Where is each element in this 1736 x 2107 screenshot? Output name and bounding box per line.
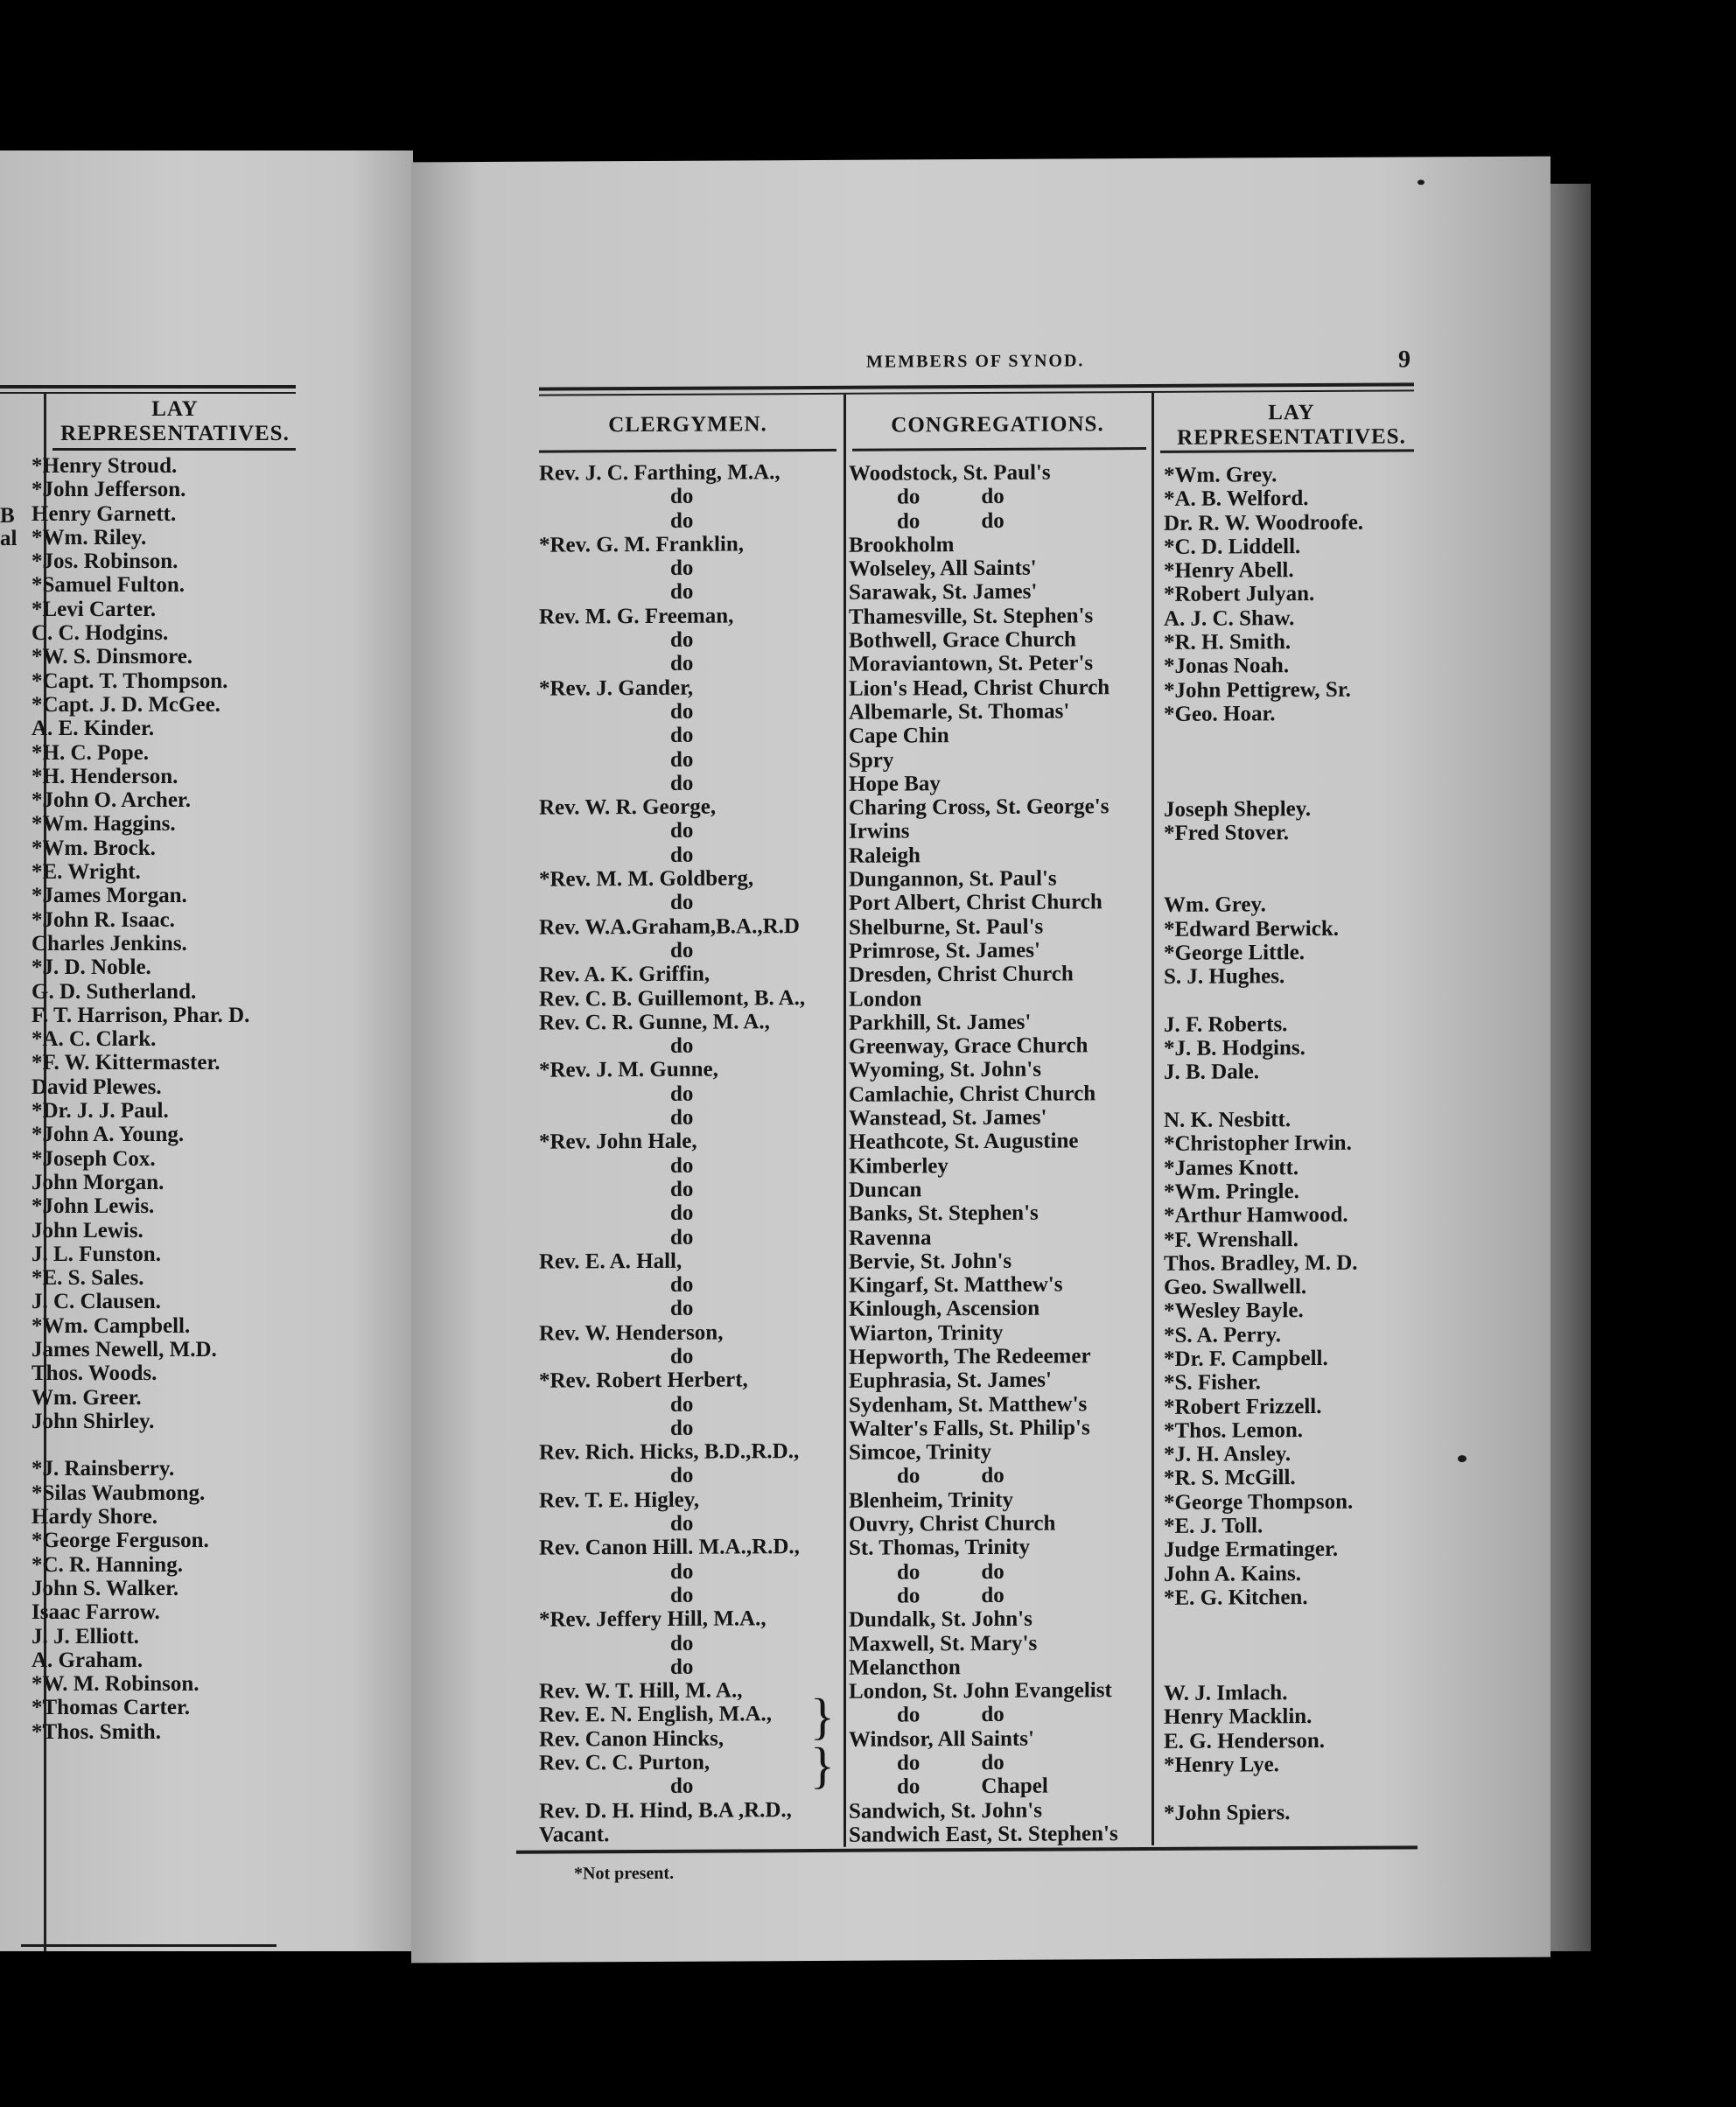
list-item: do — [670, 508, 694, 533]
list-item: *H. C. Pope. — [32, 740, 150, 765]
list-item: *Wm. Riley. — [32, 525, 147, 550]
list-item: Dungannon, St. Paul's — [849, 866, 1057, 892]
list-item: Dr. R. W. Woodroofe. — [1164, 510, 1364, 536]
list-item — [1164, 1776, 1363, 1801]
list-item: *Henry Abell. — [1164, 558, 1294, 584]
list-item: do — [670, 1583, 694, 1607]
list-item: London — [849, 986, 922, 1012]
list-item: *J. B. Hodgins. — [1164, 1036, 1306, 1061]
list-item: S. J. Hughes. — [1164, 964, 1285, 990]
list-item — [1164, 1083, 1363, 1108]
list-item: Banks, St. Stephen's — [849, 1200, 1039, 1226]
list-item: Walter's Falls, St. Philip's — [849, 1416, 1090, 1441]
list-item: Thos. Bradley, M. D. — [1164, 1250, 1358, 1276]
list-item: *Edward Berwick. — [1164, 916, 1339, 942]
list-item: *George Ferguson. — [32, 1529, 209, 1553]
list-item: Rev. A. K. Griffin, — [539, 962, 710, 987]
clergymen-header: CLERGYMEN. — [608, 412, 767, 438]
list-item: Kimberley — [849, 1153, 948, 1179]
list-item: *W. M. Robinson. — [32, 1672, 200, 1697]
list-item: Charles Jenkins. — [32, 931, 187, 956]
ditto-mark: do — [981, 1464, 1004, 1488]
list-item: *J. Rainsberry. — [32, 1457, 175, 1481]
list-item — [849, 1750, 1118, 1775]
list-item: G. D. Sutherland. — [32, 979, 197, 1004]
list-item: Hardy Shore. — [32, 1505, 158, 1530]
list-item: *John Pettigrew, Sr. — [1164, 677, 1351, 703]
list-item: do — [670, 1344, 694, 1368]
list-item: C. C. Hodgins. — [32, 621, 169, 646]
list-item: A. E. Kinder. — [32, 717, 155, 741]
list-item: Wm. Grey. — [1164, 892, 1266, 918]
list-item: St. Thomas, Trinity — [849, 1536, 1030, 1561]
list-item: do — [670, 652, 694, 676]
left-lay-representatives-list — [32, 454, 249, 1744]
list-item: *Rev. J. M. Gunne, — [539, 1057, 718, 1083]
list-item: Isaac Farrow. — [32, 1600, 160, 1625]
list-item: Wiarton, Trinity — [849, 1320, 1004, 1346]
list-item: *John Spiers. — [1164, 1800, 1291, 1825]
list-item: do — [670, 891, 694, 915]
list-item: Primrose, St. James' — [849, 938, 1040, 963]
list-item: Raleigh — [849, 844, 920, 868]
list-item: Rev. W. Henderson, — [539, 1320, 724, 1346]
list-item: do — [670, 938, 694, 962]
list-item: do — [670, 1559, 694, 1584]
list-item: Rev. C. B. Guillemont, B. A., — [539, 985, 806, 1012]
list-item: *John O. Archer. — [32, 788, 191, 813]
right-lay-header-rule — [1160, 449, 1414, 453]
list-item: *Fred Stover. — [1164, 821, 1290, 846]
list-item: Wolseley, All Saints' — [849, 556, 1037, 581]
ditto-mark: do — [981, 1559, 1004, 1584]
right-lay-representatives-list — [1164, 463, 1363, 1825]
list-item: Bothwell, Grace Church — [849, 627, 1076, 653]
list-item: Dundalk, St. John's — [849, 1606, 1032, 1633]
list-item — [849, 1559, 1118, 1585]
list-item — [1164, 1657, 1363, 1682]
list-item: do — [670, 1774, 694, 1799]
list-item: *Rev. G. M. Franklin, — [539, 532, 745, 557]
ink-speck — [1458, 1455, 1466, 1462]
list-item: Camlachie, Christ Church — [849, 1082, 1096, 1107]
list-item: John Lewis. — [32, 1218, 144, 1242]
list-item: *Levi Carter. — [32, 597, 157, 621]
list-item: do — [670, 819, 694, 844]
list-item: Euphrasia, St. James' — [849, 1368, 1052, 1394]
list-item: Charing Cross, St. George's — [849, 794, 1110, 820]
list-item: *E. Wright. — [32, 860, 141, 885]
list-item — [1164, 988, 1363, 1012]
list-item: do — [670, 699, 694, 724]
list-item — [1164, 1633, 1363, 1657]
list-item: *Wm. Brock. — [32, 836, 156, 860]
list-item: Parkhill, St. James' — [849, 1010, 1032, 1035]
list-item: *Silas Waubmong. — [32, 1480, 206, 1505]
list-item: *Rev. Jeffery Hill, M.A., — [539, 1606, 766, 1632]
list-item: Windsor, All Saints' — [849, 1726, 1034, 1752]
list-item: James Newell, M.D. — [32, 1337, 217, 1362]
list-item: Rev. M. G. Freeman, — [539, 604, 734, 629]
list-item: John Shirley. — [32, 1409, 155, 1433]
list-item: Rev. E. N. English, M.A., — [539, 1702, 773, 1728]
list-item: *J. H. Ansley. — [1164, 1442, 1292, 1467]
list-item — [849, 1583, 1118, 1608]
list-item: *R. S. McGill. — [1164, 1466, 1296, 1491]
congregations-header: CONGREGATIONS. — [891, 412, 1104, 438]
congregations-list — [849, 460, 1118, 1847]
list-item: do — [670, 580, 694, 605]
list-item: Rev. Canon Hincks, — [539, 1726, 724, 1752]
ditto-mark: do — [981, 1583, 1004, 1607]
page-number: 9 — [1398, 346, 1410, 374]
list-item: Sandwich East, St. Stephen's — [849, 1822, 1118, 1847]
list-item: Rev. E. A. Hall, — [539, 1249, 682, 1274]
list-item: Albemarle, St. Thomas' — [849, 699, 1070, 724]
list-item: London, St. John Evangelist — [849, 1678, 1112, 1704]
list-item: *Jonas Noah. — [1164, 654, 1290, 679]
footnote: *Not present. — [574, 1863, 675, 1884]
left-header-rule-top — [0, 385, 296, 388]
list-item — [849, 1774, 1118, 1800]
ditto-mark: do — [897, 485, 920, 509]
list-item — [1164, 749, 1363, 774]
right-header-rule-top-2 — [539, 389, 1414, 396]
list-item: *Christopher Irwin. — [1164, 1131, 1352, 1157]
list-item: Cape Chin — [849, 724, 949, 749]
list-item: Wanstead, St. James' — [849, 1105, 1047, 1130]
list-item: Hope Bay — [849, 772, 941, 796]
list-item: A. Graham. — [32, 1648, 144, 1672]
list-item: *Thos. Smith. — [32, 1719, 161, 1744]
list-item: do — [670, 1177, 694, 1201]
list-item: Dresden, Christ Church — [849, 962, 1074, 988]
right-column-rule-1 — [844, 395, 846, 1847]
list-item: do — [670, 1105, 694, 1130]
list-item: Rev. Canon Hill. M.A.,R.D., — [539, 1535, 800, 1561]
list-item: do — [670, 1225, 694, 1250]
list-item: *Henry Lye. — [1164, 1753, 1279, 1777]
list-item: J. F. Roberts. — [1164, 1012, 1288, 1037]
list-item: *Capt. J. D. McGee. — [32, 692, 220, 717]
right-page — [411, 157, 1550, 1964]
list-item — [1164, 725, 1363, 750]
list-item: Judge Ermatinger. — [1164, 1537, 1339, 1563]
list-item: Sarawak, St. James' — [849, 580, 1038, 606]
congregations-header-rule — [852, 447, 1146, 452]
list-item: Rev. Rich. Hicks, B.D.,R.D., — [539, 1439, 800, 1465]
list-item: *Wm. Pringle. — [1164, 1180, 1299, 1204]
list-item: A. J. C. Shaw. — [1164, 606, 1295, 631]
list-item — [849, 508, 1118, 534]
list-item: Wyoming, St. John's — [849, 1058, 1041, 1083]
list-item: Thos. Woods. — [32, 1362, 158, 1386]
brace-hill-english: } — [810, 1687, 835, 1746]
list-item: Kinlough, Ascension — [849, 1297, 1040, 1322]
list-item: Rev. J. C. Farthing, M.A., — [539, 460, 780, 486]
ditto-mark: do — [897, 1703, 920, 1727]
list-item: do — [670, 1200, 694, 1226]
clergymen-header-rule — [539, 449, 836, 453]
list-item: *Thomas Carter. — [32, 1696, 191, 1720]
ditto-mark: do — [897, 1751, 920, 1775]
list-item: Spry — [849, 748, 894, 773]
list-item: *Wm. Haggins. — [32, 812, 176, 836]
list-item: do — [670, 1655, 694, 1679]
list-item: do — [670, 1392, 694, 1417]
list-item: John S. Walker. — [32, 1576, 179, 1600]
list-item: *Geo. Hoar. — [1164, 702, 1276, 726]
list-item: *R. H. Smith. — [1164, 630, 1292, 654]
list-item: Simcoe, Trinity — [849, 1440, 991, 1465]
ditto-mark: do — [897, 1560, 920, 1585]
list-item — [1164, 844, 1363, 869]
list-item: *Rev. Robert Herbert, — [539, 1368, 748, 1393]
left-header-rule-bottom — [52, 448, 296, 451]
list-item: Blenheim, Trinity — [849, 1488, 1013, 1513]
list-item: Rev. W. R. George, — [539, 794, 717, 820]
list-item: Rev. C. C. Purton, — [539, 1750, 710, 1775]
list-item: Henry Garnett. — [32, 501, 177, 526]
list-item: Rev. T. E. Higley, — [539, 1488, 700, 1513]
clergymen-list — [539, 460, 805, 1847]
list-item: Shelburne, St. Paul's — [849, 914, 1044, 940]
list-item: *Henry Stroud. — [32, 454, 178, 478]
list-item: *Joseph Cox. — [32, 1146, 156, 1171]
list-item: J. B. Dale. — [1164, 1060, 1260, 1085]
list-item — [1164, 869, 1363, 893]
list-item: do — [670, 1416, 694, 1440]
list-item — [849, 1464, 1118, 1489]
list-item — [1164, 774, 1363, 798]
list-item: Melancthon — [849, 1655, 961, 1680]
list-item: *George Little. — [1164, 940, 1306, 965]
list-item: do — [670, 843, 694, 867]
running-head: MEMBERS OF SYNOD. — [866, 351, 1085, 372]
list-item: do — [670, 1511, 694, 1536]
list-item — [849, 1703, 1118, 1728]
list-item: Thamesville, St. Stephen's — [849, 604, 1094, 629]
list-item: *George Thompson. — [1164, 1489, 1354, 1515]
list-item: Rev. D. H. Hind, B.A ,R.D., — [539, 1797, 792, 1824]
list-item: Geo. Swallwell. — [1164, 1275, 1307, 1299]
list-item: *A. B. Welford. — [1164, 486, 1309, 512]
list-item: do — [670, 485, 694, 509]
right-lay-header-line-2: REPRESENTATIVES. — [1177, 424, 1406, 450]
list-item: *E. J. Toll. — [1164, 1514, 1264, 1538]
list-item: Wm. Greer. — [32, 1385, 142, 1410]
list-item: Maxwell, St. Mary's — [849, 1631, 1038, 1656]
list-item: J. L. Funston. — [32, 1242, 161, 1266]
ditto-mark: Chapel — [981, 1774, 1048, 1799]
list-item: Woodstock, St. Paul's — [849, 460, 1051, 486]
brace-hincks-purton: } — [810, 1736, 835, 1795]
list-item: *John Lewis. — [32, 1194, 155, 1219]
list-item: *John R. Isaac. — [32, 907, 175, 932]
list-item: do — [670, 1297, 694, 1321]
list-item: *F. Wrenshall. — [1164, 1227, 1298, 1252]
list-item: *Dr. J. J. Paul. — [32, 1099, 169, 1124]
list-item: do — [670, 771, 694, 795]
list-item: *Rev. J. Gander, — [539, 676, 694, 701]
list-item: E. G. Henderson. — [1164, 1728, 1326, 1754]
list-item: *E. G. Kitchen. — [1164, 1585, 1308, 1610]
list-item: Heathcote, St. Augustine — [849, 1129, 1079, 1155]
list-item: J. J. Elliott. — [32, 1624, 139, 1648]
list-item: *H. Henderson. — [32, 764, 178, 788]
list-item: *C. R. Hanning. — [32, 1552, 183, 1577]
list-item: *James Morgan. — [32, 884, 187, 908]
list-item: *Capt. T. Thompson. — [32, 668, 228, 693]
list-item: Kingarf, St. Matthew's — [849, 1272, 1063, 1298]
ditto-mark: do — [981, 1703, 1004, 1727]
list-item: Joseph Shepley. — [1164, 797, 1312, 822]
list-item: Greenway, Grace Church — [849, 1033, 1088, 1059]
list-item: *Wesley Bayle. — [1164, 1298, 1304, 1324]
list-item: Lion's Head, Christ Church — [849, 675, 1110, 701]
list-item: *Wm. Grey. — [1164, 463, 1278, 487]
list-item: *John A. Young. — [32, 1123, 185, 1147]
ditto-mark: do — [981, 1750, 1004, 1775]
list-item: Ouvry, Christ Church — [849, 1511, 1056, 1536]
list-item: Bervie, St. John's — [849, 1249, 1012, 1274]
ditto-mark: do — [897, 1464, 920, 1488]
list-item — [849, 484, 1118, 509]
list-item: Irwins — [849, 819, 910, 844]
list-item: John A. Kains. — [1164, 1561, 1302, 1586]
list-item: Hepworth, The Redeemer — [849, 1344, 1091, 1369]
list-item: *A. C. Clark. — [32, 1027, 157, 1052]
list-item: *Wm. Campbell. — [32, 1313, 191, 1338]
list-item: *J. D. Noble. — [32, 956, 151, 980]
list-item: *C. D. Liddell. — [1164, 534, 1301, 559]
right-lay-header — [1160, 400, 1423, 451]
ditto-mark: do — [981, 485, 1004, 509]
ditto-mark: do — [897, 1584, 920, 1608]
right-column-rule-2 — [1152, 393, 1154, 1845]
list-item: David Plewes. — [32, 1074, 162, 1099]
list-item: *W. S. Dinsmore. — [32, 645, 193, 669]
right-bottom-rule — [516, 1845, 1418, 1853]
list-item: Rev. W. T. Hill, M. A., — [539, 1678, 743, 1704]
list-item — [32, 1433, 249, 1457]
ditto-mark: do — [981, 508, 1004, 533]
list-item: Sydenham, St. Matthew's — [849, 1391, 1088, 1418]
list-item: *E. S. Sales. — [32, 1266, 144, 1291]
list-item: *Dr. F. Campbell. — [1164, 1346, 1328, 1371]
list-item: Duncan — [849, 1178, 922, 1202]
list-item: *John Jefferson. — [32, 478, 186, 502]
ink-speck-top — [1418, 179, 1424, 185]
list-item: Sandwich, St. John's — [849, 1798, 1042, 1824]
list-item: *Arthur Hamwood. — [1164, 1203, 1348, 1228]
list-item: Rev. C. R. Gunne, M. A., — [539, 1010, 770, 1035]
right-lay-header-line-1: LAY — [1268, 401, 1315, 425]
list-item: do — [670, 1153, 694, 1178]
list-item: *S. A. Perry. — [1164, 1322, 1282, 1348]
list-item: *Samuel Fulton. — [32, 573, 186, 598]
list-item: do — [670, 1272, 694, 1297]
list-item: Port Albert, Christ Church — [849, 890, 1102, 916]
left-lay-header-line-1: LAY — [151, 397, 199, 421]
list-item: do — [670, 723, 694, 748]
list-item: *Jos. Robinson. — [32, 550, 178, 574]
list-item: do — [670, 747, 694, 772]
list-item: *S. Fisher. — [1164, 1370, 1261, 1396]
list-item: do — [670, 1082, 694, 1106]
list-item — [1164, 1609, 1363, 1634]
list-item: N. K. Nesbitt. — [1164, 1108, 1292, 1132]
list-item: Vacant. — [539, 1823, 610, 1847]
list-item: do — [670, 1464, 694, 1488]
left-lay-header-line-2: REPRESENTATIVES. — [60, 422, 290, 445]
list-item: Henry Macklin. — [1164, 1704, 1312, 1730]
list-item: *James Knott. — [1164, 1155, 1299, 1180]
list-item: do — [670, 556, 694, 581]
list-item: *Rev. M. M. Goldberg, — [539, 866, 754, 892]
list-item: *Thos. Lemon. — [1164, 1418, 1304, 1443]
list-item: J. C. Clausen. — [32, 1290, 161, 1314]
list-item: W. J. Imlach. — [1164, 1681, 1288, 1706]
list-item: John Morgan. — [32, 1170, 164, 1194]
left-margin-fragment-b: B — [0, 504, 15, 528]
ditto-mark: do — [897, 1774, 920, 1799]
left-margin-fragment-al: al — [0, 527, 18, 550]
list-item: Moraviantown, St. Peter's — [849, 651, 1094, 677]
list-item: F. T. Harrison, Phar. D. — [32, 1003, 250, 1027]
list-item: Ravenna — [849, 1225, 932, 1250]
list-item: Rev. W.A.Graham,B.A.,R.D — [539, 914, 800, 940]
list-item: do — [670, 627, 694, 652]
list-item: *Robert Frizzell. — [1164, 1394, 1322, 1419]
left-bottom-rule — [21, 1944, 276, 1947]
left-lay-header — [52, 397, 298, 446]
list-item: *F. W. Kittermaster. — [32, 1051, 220, 1075]
list-item: *Robert Julyan. — [1164, 582, 1315, 607]
list-item: Brookholm — [849, 533, 955, 557]
list-item: do — [670, 1033, 694, 1058]
ditto-mark: do — [897, 508, 920, 534]
left-page — [0, 150, 413, 1951]
list-item: *Rev. John Hale, — [539, 1130, 697, 1154]
list-item: do — [670, 1631, 694, 1656]
